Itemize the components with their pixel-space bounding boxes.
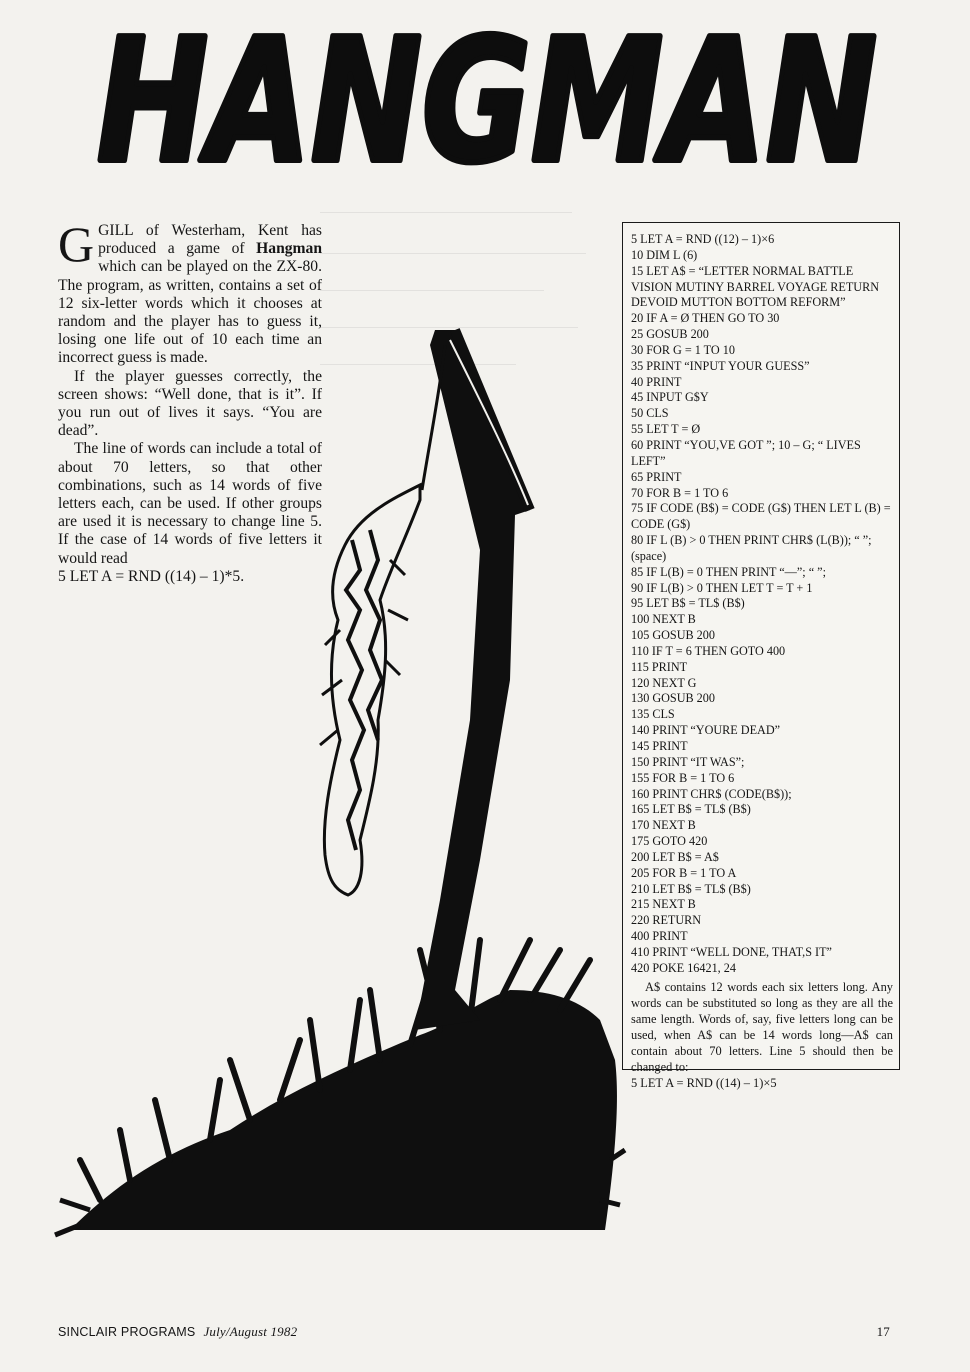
- page-number: 17: [876, 1324, 890, 1339]
- listing-line: 110 IF T = 6 THEN GOTO 400: [631, 643, 786, 658]
- listing-line: 120 NEXT G: [631, 675, 697, 690]
- listing-line: 115 PRINT: [631, 659, 688, 674]
- intro-paragraph-1: [58, 216, 322, 368]
- listing-line: 95 LET B$ = TL$ (B$): [631, 596, 745, 611]
- intro-paragraph-3: The line of words can include a total of about 70 letters, so that other combinations, such as 14 words of five letters each, can be used. If other groups are used it is necessary to change line 5. If the case of 14 words of five letters it would read: [58, 440, 322, 567]
- program-listing: [622, 222, 900, 1090]
- listing-line: 35 PRINT “INPUT YOUR GUESS”: [631, 358, 810, 373]
- listing-line: 140 PRINT “YOURE DEAD”: [631, 723, 781, 738]
- listing-line: 80 IF L (B) > 0 THEN PRINT CHR$ (L(B)); “ ”; (space): [631, 533, 872, 563]
- intro-article: [58, 216, 322, 586]
- listing-line: 50 CLS: [631, 406, 669, 421]
- listing-line: 65 PRINT: [631, 469, 682, 484]
- intro-p1-text: GILL of Westerham, Kent has produced a game of: [98, 222, 322, 258]
- listing-line: 15 LET A$ = “LETTER NORMAL BATTLE VISION MUTINY BARREL VOYAGE RETURN DEVOID MUTTON BOTTOM REFORM”: [631, 263, 880, 310]
- headline: [92, 3, 882, 201]
- listing-line: 70 FOR B = 1 TO 6: [631, 485, 729, 500]
- listing-line: 135 CLS: [631, 707, 675, 722]
- headline-text: HANGMAN: [97, 3, 877, 201]
- intro-p1-end: which can be played on the ZX-80. The program, as written, contains a set of 12 six-letter words which it chooses at random and the player has to guess it, losing one life out of 10 each time an incorrect guess is made.: [58, 258, 322, 367]
- listing-note-text: A$ contains 12 words each six letters long. Any words can be substituted so long as they are all the same length. Words of, say, five letters long can be used, when A$ can be 14 words long—A$ can contain about 70 letters. Line 5 should then be changed to:: [631, 979, 893, 1074]
- ground-mound: [70, 990, 617, 1230]
- rope: [422, 345, 445, 490]
- listing-line: 105 GOSUB 200: [631, 628, 715, 643]
- listing-line: 5 LET A = RND ((12) – 1)×6: [631, 232, 775, 246]
- listing-line: 75 IF CODE (B$) = CODE (G$) THEN LET L (B) = CODE (G$): [631, 501, 891, 532]
- listing-line: 155 FOR B = 1 TO 6: [631, 770, 735, 785]
- listing-line: 170 NEXT B: [631, 818, 696, 833]
- listing-line: 100 NEXT B: [631, 612, 696, 627]
- listing-note: [631, 979, 893, 1091]
- intro-code-line: 5 LET A = RND ((14) – 1)*5.: [58, 567, 245, 585]
- listing-line: 55 LET T = Ø: [631, 422, 701, 437]
- listing-note-code: 5 LET A = RND ((14) – 1)×5: [631, 1075, 777, 1090]
- listing-line: 45 INPUT G$Y: [631, 390, 709, 405]
- listing-line: 400 PRINT: [631, 929, 688, 944]
- listing-line: 215 NEXT B: [631, 897, 696, 912]
- listing-line: 205 FOR B = 1 TO A: [631, 865, 737, 880]
- listing-line: 410 PRINT “WELL DONE, THAT,S IT”: [631, 944, 832, 959]
- listing-line: 10 DIM L (6): [631, 247, 698, 262]
- listing-line: 150 PRINT “IT WAS”;: [631, 754, 745, 769]
- listing-line: 90 IF L(B) > 0 THEN LET T = T + 1: [631, 580, 813, 595]
- listing-line: 175 GOTO 420: [631, 834, 708, 849]
- listing-line: 200 LET B$ = A$: [631, 849, 719, 864]
- listing-line: 85 IF L(B) = 0 THEN PRINT “—”; “ ”;: [631, 564, 826, 579]
- intro-paragraph-2: If the player guesses correctly, the screen shows: “Well done, that is it”. If you run out of lives it says. “You are dead”.: [58, 367, 322, 440]
- listing-line: 165 LET B$ = TL$ (B$): [631, 802, 751, 817]
- listing-line: 220 RETURN: [631, 913, 702, 928]
- page-footer: [58, 1324, 890, 1340]
- listing-line: 60 PRINT “YOU,VE GOT ”; 10 – G; “ LIVES LEFT”: [631, 437, 861, 468]
- listing-line: 25 GOSUB 200: [631, 327, 709, 342]
- listing-line: 145 PRINT: [631, 739, 688, 753]
- drop-cap: G: [58, 216, 95, 272]
- listing-line: 210 LET B$ = TL$ (B$): [631, 881, 751, 896]
- hanging-figure: [324, 485, 420, 895]
- magazine-name: SINCLAIR PROGRAMS: [58, 1325, 196, 1339]
- issue-date: July/August 1982: [203, 1324, 298, 1339]
- intro-keyword: Hangman: [256, 240, 322, 258]
- listing-line: 40 PRINT: [631, 374, 682, 389]
- listing-line: 130 GOSUB 200: [631, 691, 715, 706]
- listing-lines: [631, 232, 893, 977]
- listing-line: 30 FOR G = 1 TO 10: [631, 342, 735, 357]
- listing-line: 420 POKE 16421, 24: [631, 960, 736, 975]
- listing-line: 160 PRINT CHR$ (CODE(B$));: [631, 786, 792, 801]
- listing-line: 20 IF A = Ø THEN GO TO 30: [631, 311, 780, 326]
